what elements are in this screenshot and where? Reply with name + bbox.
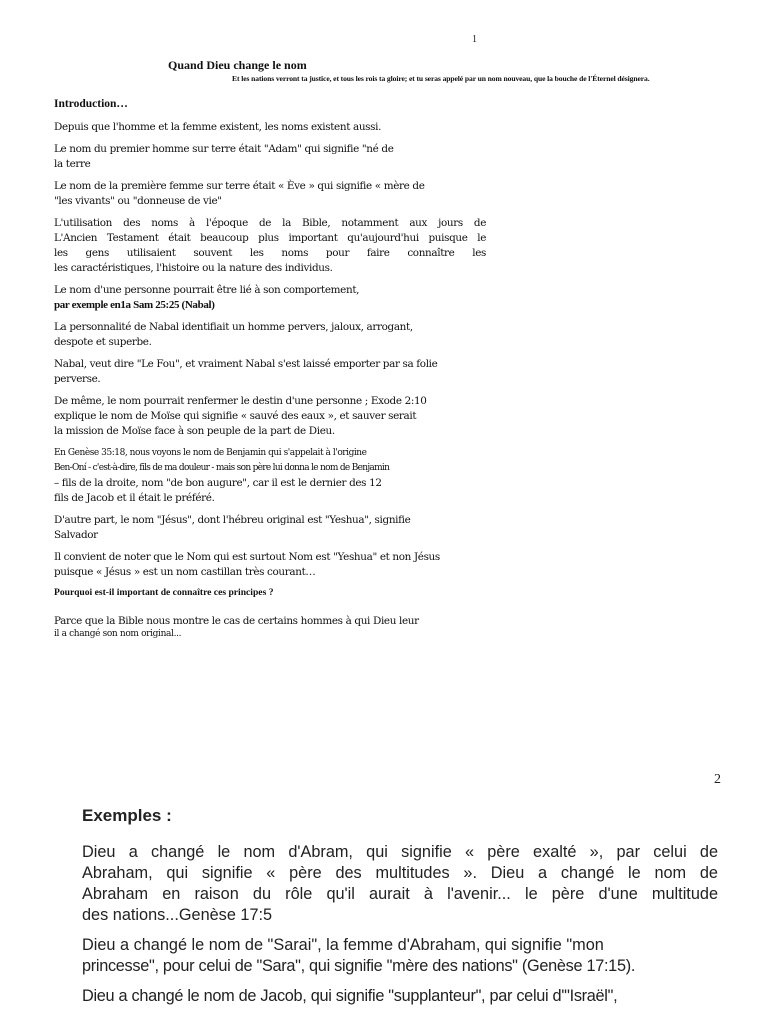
paragraph-line: la terre bbox=[54, 158, 91, 170]
page-number: 1 bbox=[472, 34, 477, 45]
paragraph bbox=[54, 216, 486, 276]
paragraph-line: explique le nom de Moïse qui signifie « sauvé des eaux », et sauver serait bbox=[54, 410, 417, 422]
paragraph bbox=[82, 986, 718, 1007]
paragraph-line: L'utilisation des noms à l'époque de la Bible, notamment aux jours de bbox=[54, 217, 486, 229]
paragraph-line: Ben-Oní - c'est-à-dire, fils de ma douleur - mais son père lui donna le nom de Benjamin bbox=[54, 463, 390, 473]
paragraph-line: De même, le nom pourrait renfermer le destin d'une personne ; Exode 2:10 bbox=[54, 395, 427, 407]
paragraph-line: despote et superbe. bbox=[54, 336, 152, 348]
paragraph bbox=[54, 614, 486, 639]
paragraph bbox=[54, 179, 486, 209]
paragraph-line: puisque « Jésus » est un nom castillan très courant… bbox=[54, 566, 316, 578]
paragraph-line: La personnalité de Nabal identifiait un homme pervers, jaloux, arrogant, bbox=[54, 321, 413, 333]
paragraph-line: Nabal, veut dire "Le Fou", et vraiment Nabal s'est laissé emporter par sa folie bbox=[54, 358, 438, 370]
page-2-body bbox=[82, 842, 718, 1016]
paragraph-line: des nations...Genèse 17:5 bbox=[82, 906, 273, 924]
paragraph bbox=[54, 120, 486, 135]
paragraph-line: Salvador bbox=[54, 529, 98, 541]
paragraph-line: En Genèse 35:18, nous voyons le nom de Benjamin qui s'appelait à l'origine bbox=[54, 448, 367, 458]
document-title: Quand Dieu change le nom bbox=[168, 58, 307, 72]
examples-heading: Exemples : bbox=[82, 806, 172, 825]
paragraph-line: Parce que la Bible nous montre le cas de certains hommes à qui Dieu leur bbox=[54, 615, 419, 627]
paragraph bbox=[54, 513, 486, 543]
paragraph bbox=[54, 283, 486, 313]
paragraph-line: "les vivants" ou "donneuse de vie" bbox=[54, 195, 222, 207]
paragraph-line: Abraham en raison du rôle qu'il aurait à l'avenir... le père d'une multitude bbox=[82, 885, 718, 903]
paragraph-line: princesse", pour celui de "Sara", qui signifie "mère des nations" (Genèse 17:15). bbox=[82, 957, 636, 975]
paragraph bbox=[54, 320, 486, 350]
paragraph-line: Le nom du premier homme sur terre était "Adam" qui signifie "né de bbox=[54, 143, 394, 155]
paragraph bbox=[54, 394, 486, 439]
paragraph-line: les gens utilisaient souvent les noms pour faire connaître les bbox=[54, 247, 486, 259]
paragraph-line: – fils de la droite, nom "de bon augure", car il est le dernier des 12 bbox=[54, 477, 382, 489]
document-page-2 bbox=[0, 800, 768, 1024]
paragraph-line: la mission de Moïse face à son peuple de la part de Dieu. bbox=[54, 425, 335, 437]
paragraph bbox=[54, 142, 486, 172]
paragraph-line: perverse. bbox=[54, 373, 101, 385]
paragraph-line: Depuis que l'homme et la femme existent, les noms existent aussi. bbox=[54, 121, 382, 133]
paragraph-line: fils de Jacob et il était le préféré. bbox=[54, 492, 215, 504]
paragraph-line: il a changé son nom original... bbox=[54, 629, 182, 639]
paragraph-line: Le nom de la première femme sur terre était « Ève » qui signifie « mère de bbox=[54, 180, 425, 192]
paragraph-line: Le nom d'une personne pourrait être lié à son comportement, bbox=[54, 284, 360, 296]
paragraph-line: les caractéristiques, l'histoire ou la nature des individus. bbox=[54, 262, 333, 274]
page-number: 2 bbox=[714, 772, 721, 787]
paragraph bbox=[54, 550, 486, 580]
paragraph bbox=[82, 935, 718, 977]
paragraph-line: L'Ancien Testament était beaucoup plus important qu'aujourd'hui puisque le bbox=[54, 232, 486, 244]
paragraph bbox=[54, 446, 486, 506]
epigraph: Et les nations verront ta justice, et tous les rois ta gloire; et tu seras appelé par un nom nouveau, que la bouche de l'Éternel désignera. bbox=[232, 74, 650, 83]
paragraph-line: D'autre part, le nom "Jésus", dont l'hébreu original est "Yeshua", signifie bbox=[54, 514, 411, 526]
page-1-body bbox=[54, 98, 486, 646]
paragraph-line: Dieu a changé le nom de "Sarai", la femme d'Abraham, qui signifie "mon bbox=[82, 936, 604, 954]
paragraph bbox=[54, 357, 486, 387]
paragraph bbox=[82, 842, 718, 926]
paragraph-line: Abraham, qui signifie « père des multitudes ». Dieu a changé le nom de bbox=[82, 864, 718, 882]
paragraph-line: Dieu a changé le nom d'Abram, qui signifie « père exalté », par celui de bbox=[82, 843, 718, 861]
bible-reference: par exemple en1a Sam 25:25 (Nabal) bbox=[54, 299, 215, 311]
paragraph-line: Il convient de noter que le Nom qui est surtout Nom est "Yeshua" et non Jésus bbox=[54, 551, 440, 563]
question-heading: Pourquoi est-il important de connaître ces principes ? bbox=[54, 587, 274, 598]
paragraph-line: Dieu a changé le nom de Jacob, qui signifie "supplanteur", par celui d'"Israël", bbox=[82, 987, 618, 1005]
introduction-heading: Introduction… bbox=[54, 98, 128, 110]
